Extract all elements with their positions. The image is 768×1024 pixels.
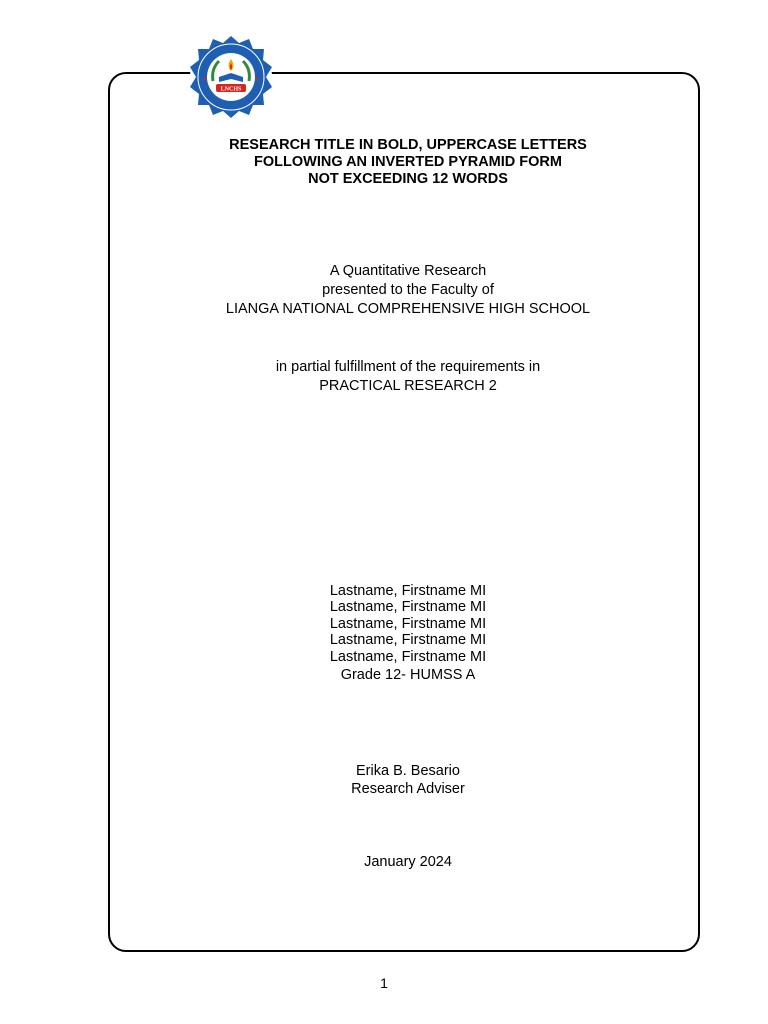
page-border-frame — [108, 72, 700, 952]
title-line-3: NOT EXCEEDING 12 WORDS — [308, 171, 508, 187]
author-name: Lastname, Firstname MI — [329, 583, 487, 599]
title-line-2: FOLLOWING AN INVERTED PYRAMID FORM — [254, 154, 562, 170]
grade-section: Grade 12- HUMSS A — [340, 667, 476, 683]
school-name: LIANGA NATIONAL COMPREHENSIVE HIGH SCHOOL — [225, 301, 591, 317]
author-name: Lastname, Firstname MI — [329, 616, 487, 632]
page-number: 1 — [380, 975, 388, 991]
adviser-role: Research Adviser — [351, 781, 465, 797]
author-name: Lastname, Firstname MI — [329, 649, 487, 665]
subject-name: PRACTICAL RESEARCH 2 — [319, 378, 497, 394]
author-name: Lastname, Firstname MI — [329, 599, 487, 615]
author-name: Lastname, Firstname MI — [329, 632, 487, 648]
presented-to-line: presented to the Faculty of — [322, 282, 494, 298]
seal-abbreviation: LNCHS — [220, 86, 242, 93]
adviser-name: Erika B. Besario — [356, 763, 460, 779]
fulfillment-line: in partial fulfillment of the requirements in — [275, 359, 541, 375]
submission-date: January 2024 — [364, 854, 452, 870]
school-seal-logo — [189, 35, 273, 119]
title-line-1: RESEARCH TITLE IN BOLD, UPPERCASE LETTERS — [229, 137, 587, 153]
research-type: A Quantitative Research — [329, 263, 487, 279]
